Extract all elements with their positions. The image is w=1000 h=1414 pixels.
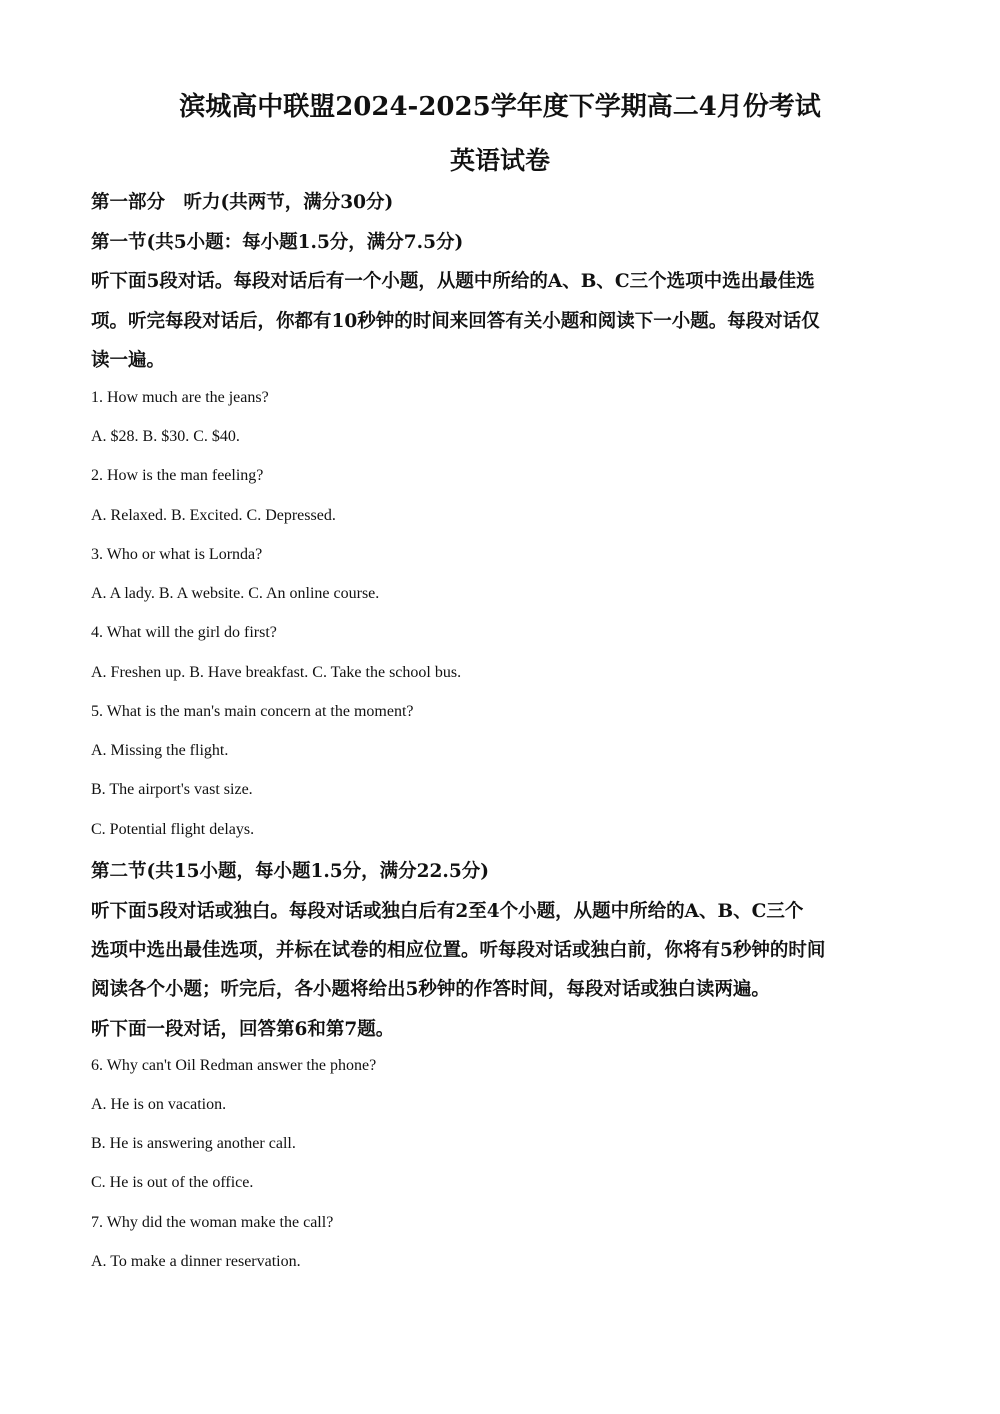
question-6-option-c: C. He is out of the office. [91,1174,254,1191]
section1-instruction-line: 项。听完每段对话后，你都有10秒钟的时间来回答有关小题和阅读下一小题。每段对话仅 [91,311,820,332]
question-7: 7. Why did the woman make the call? [91,1214,334,1231]
section2-instruction-line: 阅读各个小题；听完后，各小题将给出5秒钟的作答时间，每段对话或独白读两遍。 [91,979,770,1000]
section2-heading: 第二节(共15小题，每小题1.5分，满分22.5分) [91,861,489,882]
question-4-options: A. Freshen up. B. Have breakfast. C. Take the school bus. [91,664,462,681]
section2-instruction-line: 选项中选出最佳选项，并标在试卷的相应位置。听每段对话或独白前，你将有5秒钟的时间 [91,940,826,961]
question-6-option-a: A. He is on vacation. [91,1096,227,1113]
question-5-option-a: A. Missing the flight. [91,742,229,759]
question-3-options: A. A lady. B. A website. C. An online course. [91,585,380,602]
section2-subheading: 听下面一段对话，回答第6和第7题。 [91,1019,395,1040]
question-3: 3. Who or what is Lornda? [91,546,263,563]
question-5-option-c: C. Potential flight delays. [91,821,255,838]
question-6: 6. Why can't Oil Redman answer the phone? [91,1057,377,1074]
question-6-option-b: B. He is answering another call. [91,1135,296,1152]
question-2-options: A. Relaxed. B. Excited. C. Depressed. [91,507,336,524]
question-2: 2. How is the man feeling? [91,467,264,484]
question-7-option-a: A. To make a dinner reservation. [91,1253,301,1270]
question-1-options: A. $28. B. $30. C. $40. [91,428,240,445]
section1-heading: 第一节(共5小题：每小题1.5分，满分7.5分) [91,232,464,253]
section1-instruction-line: 读一遍。 [91,350,166,371]
question-5-option-b: B. The airport's vast size. [91,781,253,798]
section2-instruction-line: 听下面5段对话或独白。每段对话或独白后有2至4个小题，从题中所给的A、B、C三个 [91,901,804,922]
exam-subtitle: 英语试卷 [449,146,550,175]
question-1: 1. How much are the jeans? [91,389,269,406]
section1-instruction-line: 听下面5段对话。每段对话后有一个小题，从题中所给的A、B、C三个选项中选出最佳选 [91,271,815,292]
question-5: 5. What is the man's main concern at the moment? [91,703,414,720]
part1-heading: 第一部分 听力(共两节，满分30分) [91,192,394,213]
exam-title: 滨城高中联盟2024-2025学年度下学期高二4月份考试 [179,92,821,122]
question-4: 4. What will the girl do first? [91,624,277,641]
